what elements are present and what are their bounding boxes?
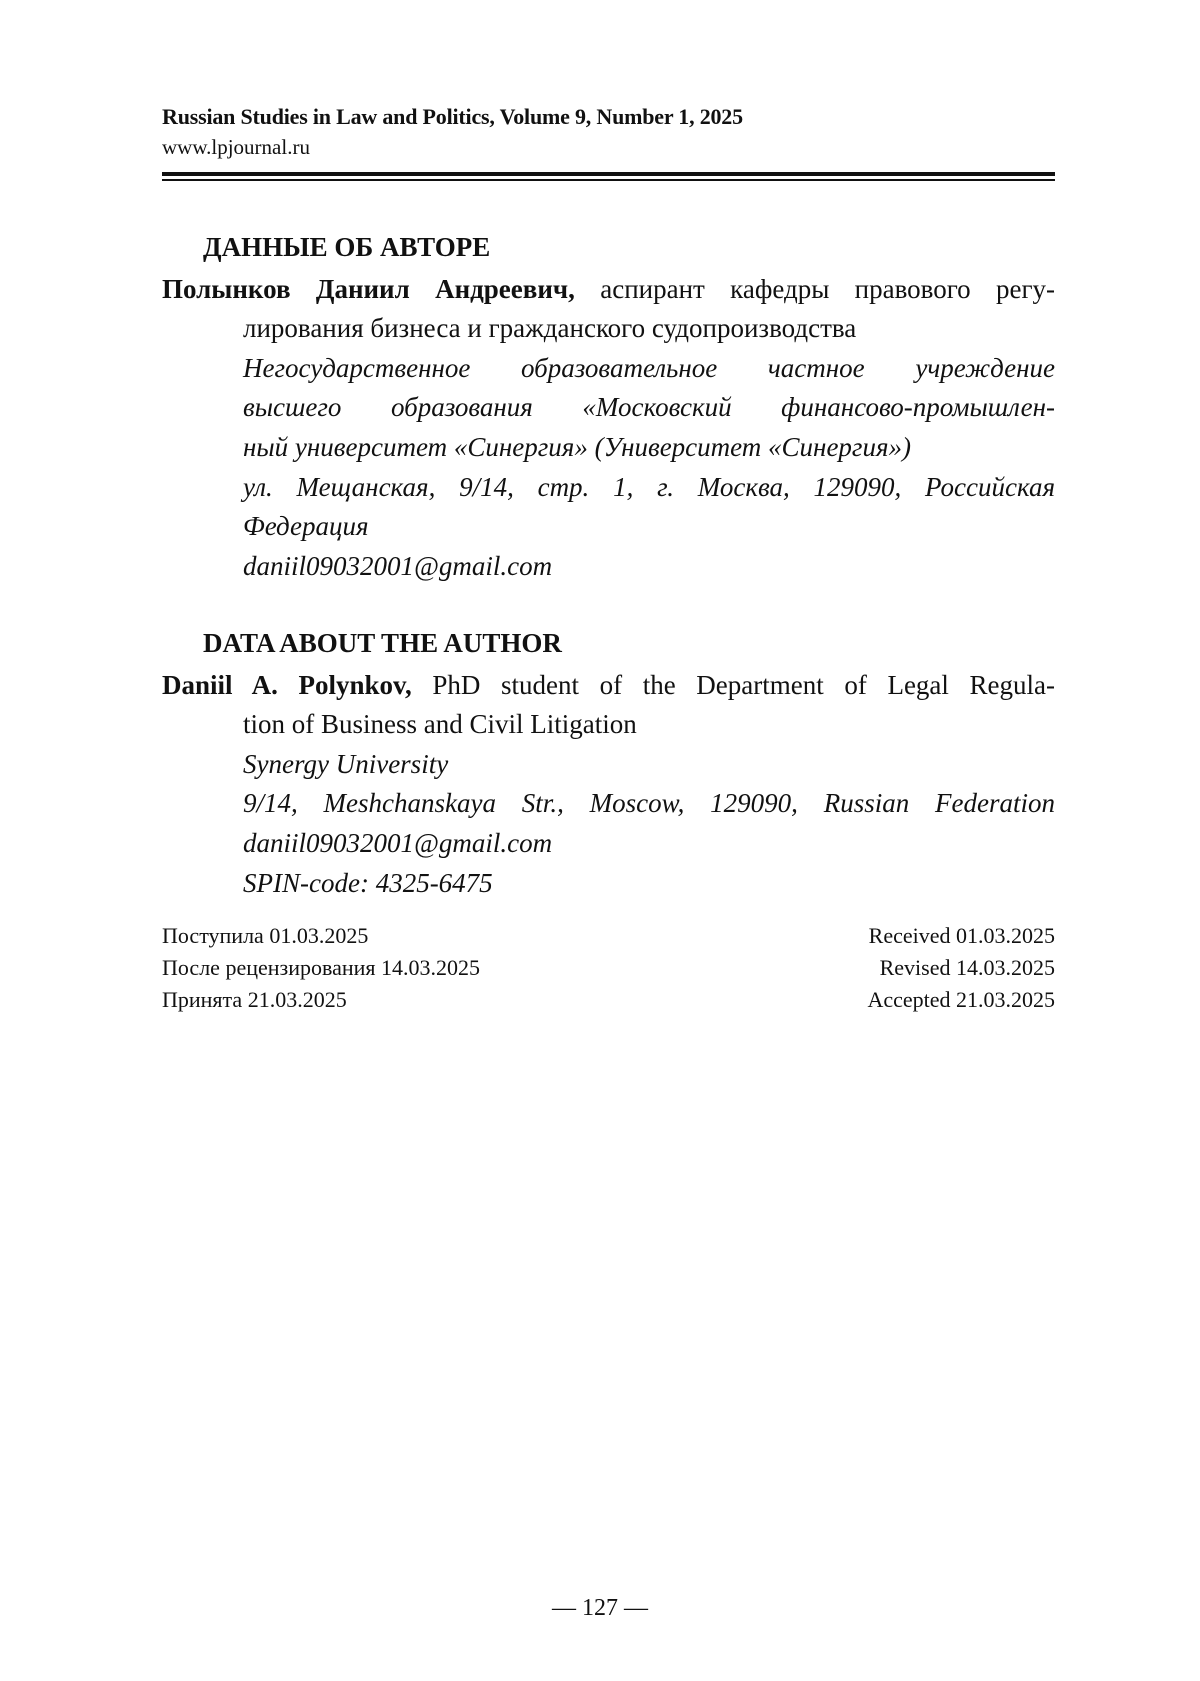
author-position-en-line1: PhD student of the Department of Legal Regula- <box>432 669 1055 700</box>
author-data-ru <box>162 228 1055 586</box>
author-position-ru-line1: аспирант кафедры правового регу- <box>600 273 1056 304</box>
author-name-ru: Полынков Даниил Андреевич, <box>162 273 575 304</box>
accepted-date-ru: Принята 21.03.2025 <box>162 987 347 1012</box>
author-position-en-line2: tion of Business and Civil Litigation <box>243 709 637 740</box>
author-line-ru <box>162 270 1055 310</box>
date-row-received <box>162 920 1055 952</box>
section-heading-ru: ДАННЫЕ ОБ АВТОРЕ <box>203 232 491 262</box>
journal-website: www.lpjournal.ru <box>162 135 310 159</box>
affiliation-ru-line2: высшего образования «Московский финансово-промышлен- <box>243 392 1055 423</box>
section-heading-en: DATA ABOUT THE AUTHOR <box>203 628 562 658</box>
affiliation-ru-line3: ный университет «Синергия» (Университет «Синергия») <box>243 431 911 462</box>
address-ru-line1: ул. Мещанская, 9/14, стр. 1, г. Москва, 129090, Российская <box>243 471 1055 502</box>
spin-code-en: SPIN-code: 4325-6475 <box>243 867 493 898</box>
header-rule-thick <box>162 172 1055 176</box>
journal-page <box>162 0 1055 1681</box>
received-date-ru: Поступила 01.03.2025 <box>162 923 369 948</box>
running-head <box>162 102 1055 162</box>
page-number: — 127 — <box>552 1595 648 1621</box>
address-ru-line2: Федерация <box>243 511 369 542</box>
author-line-en <box>162 666 1055 706</box>
date-row-revised <box>162 952 1055 984</box>
received-date-en: Received 01.03.2025 <box>868 923 1055 948</box>
author-position-ru-line2: лирования бизнеса и гражданского судопроизводства <box>243 313 857 344</box>
header-rule-thin <box>162 179 1055 181</box>
journal-title: Russian Studies in Law and Politics, Volume 9, Number 1, 2025 <box>162 104 743 129</box>
affiliation-ru-line1: Негосударственное образовательное частное учреждение <box>243 352 1055 383</box>
revised-date-ru: После рецензирования 14.03.2025 <box>162 955 481 980</box>
email-ru: daniil09032001@gmail.com <box>243 550 553 581</box>
date-row-accepted <box>162 984 1055 1016</box>
revised-date-en: Revised 14.03.2025 <box>879 955 1055 980</box>
accepted-date-en: Accepted 21.03.2025 <box>867 987 1055 1012</box>
address-en: 9/14, Meshchanskaya Str., Moscow, 129090, Russian Federation <box>243 788 1055 819</box>
submission-dates <box>162 920 1055 1016</box>
affiliation-en: Synergy University <box>243 748 449 779</box>
author-name-en: Daniil A. Polynkov, <box>162 669 412 700</box>
author-data-en <box>162 624 1055 903</box>
email-en: daniil09032001@gmail.com <box>243 827 553 858</box>
